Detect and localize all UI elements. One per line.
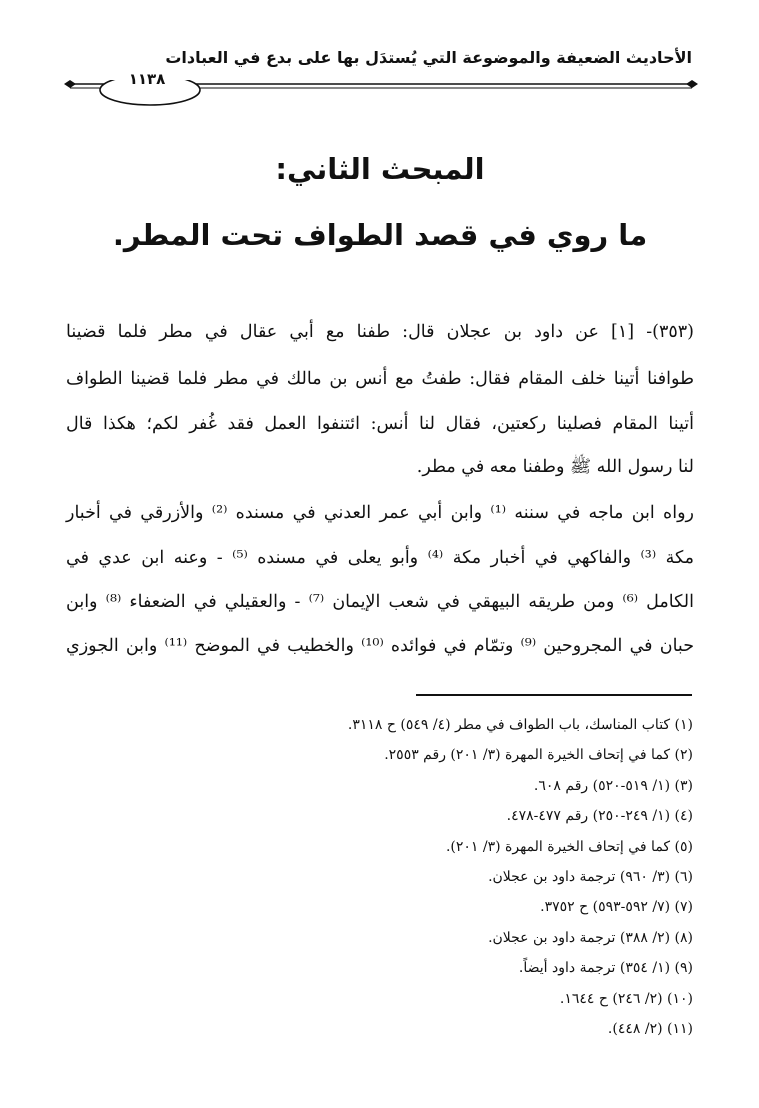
footnote-item: (٦) (٣/ ٩٦٠) ترجمة داود بن عجلان. [488,869,693,886]
footnotes [73,710,693,1044]
footnote-item: (١) كتاب المناسك، باب الطواف في مطر (٤/ ٥٤٩) ح ٣١١٨. [347,717,693,733]
footnote-item: (١٠) (٢/ ٢٤٦) ح ١٦٤٤. [559,990,693,1007]
footnote-item: (٥) كما في إتحاف الخيرة المهرة (٣/ ٢٠١). [445,838,693,855]
section-title-line-2: ما روي في قصد الطواف تحت المطر. [112,218,648,252]
footnote-separator [416,694,692,696]
running-title: الأحاديث الضعيفة والموضوعة التي يُستدَل بها على بدع في العبادات [165,48,692,67]
footnote-item: (٤) (١/ ٢٤٩-٢٥٠) رقم ٤٧٧-٤٧٨. [506,808,693,825]
footnote-item: (١١) (٢/ ٤٤٨). [607,1021,693,1038]
hadith-text-line: أتينا المقام فصلينا ركعتين، فقال لنا أنس: ائتنفوا العمل فقد غُفر لكم؛ هكذا قال [66,414,694,434]
footnote-item: (٢) كما في إتحاف الخيرة المهرة (٣/ ٢٠١) رقم ٢٥٥٣. [384,747,693,764]
takhrij-text-line: رواه ابن ماجه في سننه ⁽¹⁾ وابن أبي عمر العدني في مسنده ⁽²⁾ والأزرقي في أخبار [66,503,694,523]
page-number: ١١٣٨ [128,70,166,88]
takhrij-text-line: الكامل ⁽⁶⁾ ومن طريقه البيهقي في شعب الإيمان ⁽⁷⁾ - والعقيلي في الضعفاء ⁽⁸⁾ وابن [66,592,694,612]
takhrij-text-line: مكة ⁽³⁾ والفاكهي في أخبار مكة ⁽⁴⁾ وأبو يعلى في مسنده ⁽⁵⁾ - وعنه ابن عدي في [66,548,694,568]
footnote-item: (٨) (٢/ ٣٨٨) ترجمة داود بن عجلان. [488,929,693,946]
running-header [64,48,698,98]
hadith-text-line: لنا رسول الله ﷺ وطفنا معه في مطر. [416,457,694,477]
hadith-text-line: (٣٥٣)- [١] عن داود بن عجلان قال: طفنا مع أبي عقال في مطر فلما قضينا [66,322,694,342]
footnote-item: (٩) (١/ ٣٥٤) ترجمة داود أيضاً. [518,960,693,977]
footnote-item: (٧) (٧/ ٥٩٢-٥٩٣) ح ٣٧٥٢. [540,899,693,916]
takhrij-text-line: حبان في المجروحين ⁽⁹⁾ وتمّام في فوائده ⁽¹⁰⁾ والخطيب في الموضح ⁽¹¹⁾ وابن الجوزي [66,636,695,656]
hadith-text-line: طوافنا أتينا خلف المقام فقال: طفتُ مع أنس بن مالك في مطر فلما قضينا الطواف [66,369,694,389]
footnote-item: (٣) (١/ ٥١٩-٥٢٠) رقم ٦٠٨. [533,777,693,794]
section-title-line-1: المبحث الثاني: [275,152,485,186]
